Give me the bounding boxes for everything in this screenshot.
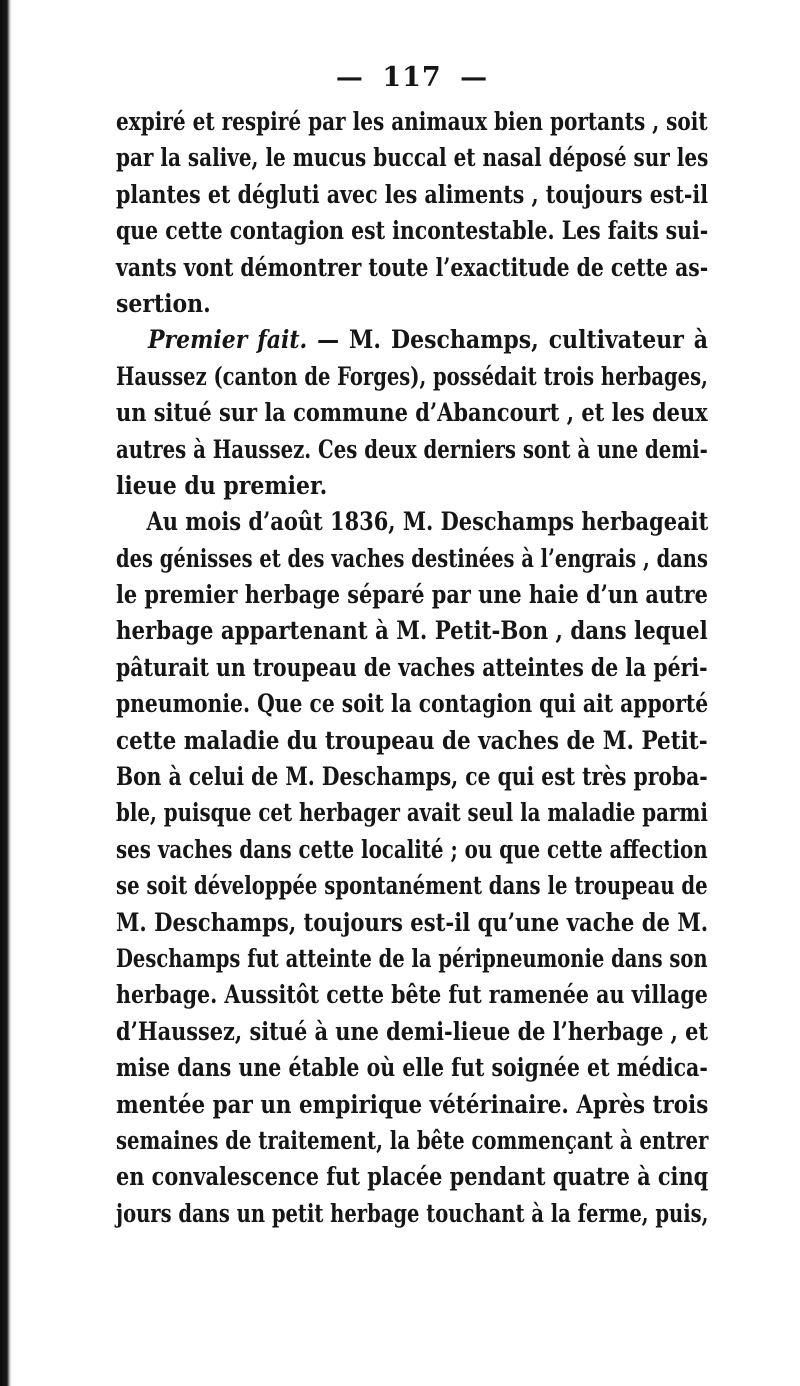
page-number-dash-right: — bbox=[460, 62, 489, 93]
text-line-26: d’Haussez, situé à une demi-lieue de l’herbage , et bbox=[116, 1016, 709, 1047]
page-number-dash-left: — bbox=[335, 62, 364, 93]
text-line-2: par la salive, le mucus buccal et nasal déposé sur les bbox=[116, 143, 709, 174]
text-line-21: ses vaches dans cette localité ; ou que cette affection bbox=[116, 834, 708, 865]
text-line-29: semaines de traitement, la bête commençant à entrer bbox=[116, 1125, 709, 1156]
text-line-27: mise dans une étable où elle fut soignée et médica- bbox=[116, 1053, 708, 1084]
page-number-header bbox=[116, 58, 708, 98]
text-line-19: Bon à celui de M. Deschamps, ce qui est très proba- bbox=[116, 762, 708, 792]
text-line-22: se soit développée spontanément dans le troupeau de bbox=[116, 871, 708, 902]
text-line-17: pneumonie. Que ce soit la contagion qui ait apporté bbox=[116, 689, 709, 720]
text-line-28: mentée par un empirique vétérinaire. Après trois bbox=[116, 1089, 709, 1120]
text-line-25: herbage. Aussitôt cette bête fut ramenée au village bbox=[116, 980, 708, 1011]
text-line-16: pâturait un troupeau de vaches atteintes de la péri- bbox=[116, 652, 708, 683]
text-line-14: le premier herbage séparé par une haie d’un autre bbox=[116, 580, 708, 610]
text-line-5: vants vont démontrer toute l’exactitude de cette as- bbox=[116, 252, 709, 283]
text-line-30: en convalescence fut placée pendant quatre à cinq bbox=[116, 1162, 709, 1193]
text-line-15: herbage appartenant à M. Petit-Bon , dans lequel bbox=[116, 616, 708, 647]
text-line-8: Haussez (canton de Forges), possédait trois herbages, bbox=[116, 361, 708, 392]
text-line-13: des génisses et des vaches destinées à l’engrais , dans bbox=[116, 543, 708, 574]
text-line-31: jours dans un petit herbage touchant à la ferme, puis, bbox=[116, 1198, 709, 1229]
text-line-3: plantes et dégluti avec les aliments , toujours est-il bbox=[116, 179, 709, 210]
text-line-18: cette maladie du troupeau de vaches de M. Petit- bbox=[116, 725, 708, 756]
text-line-7 bbox=[116, 320, 708, 362]
text-line-9: un situé sur la commune d’Abancourt , et les deux bbox=[116, 398, 708, 429]
premier-fait-label: Premier fait. bbox=[148, 325, 308, 356]
scanned-page-edge bbox=[0, 0, 12, 1386]
page-number: 117 bbox=[382, 62, 442, 93]
text-line-23: M. Deschamps, toujours est-il qu’une vache de M. bbox=[116, 907, 709, 938]
text-line-4: que cette contagion est incontestable. Les faits sui- bbox=[116, 216, 709, 247]
text-line-7-body: — M. Deschamps, cultivateur à bbox=[317, 325, 708, 356]
text-line-1: expiré et respiré par les animaux bien portants , soit bbox=[116, 107, 708, 137]
text-line-6: sertion. bbox=[116, 288, 211, 319]
body-text bbox=[116, 104, 708, 1232]
text-line-12: Au mois d’août 1836, M. Deschamps herbageait bbox=[146, 507, 709, 538]
text-line-20: ble, puisque cet herbager avait seul la maladie parmi bbox=[116, 798, 708, 829]
book-page bbox=[116, 58, 708, 1318]
text-line-10: autres à Haussez. Ces deux derniers sont à une demi- bbox=[116, 434, 708, 465]
text-line-11: lieue du premier. bbox=[116, 470, 328, 501]
text-line-24: Deschamps fut atteinte de la péripneumonie dans son bbox=[116, 944, 708, 974]
